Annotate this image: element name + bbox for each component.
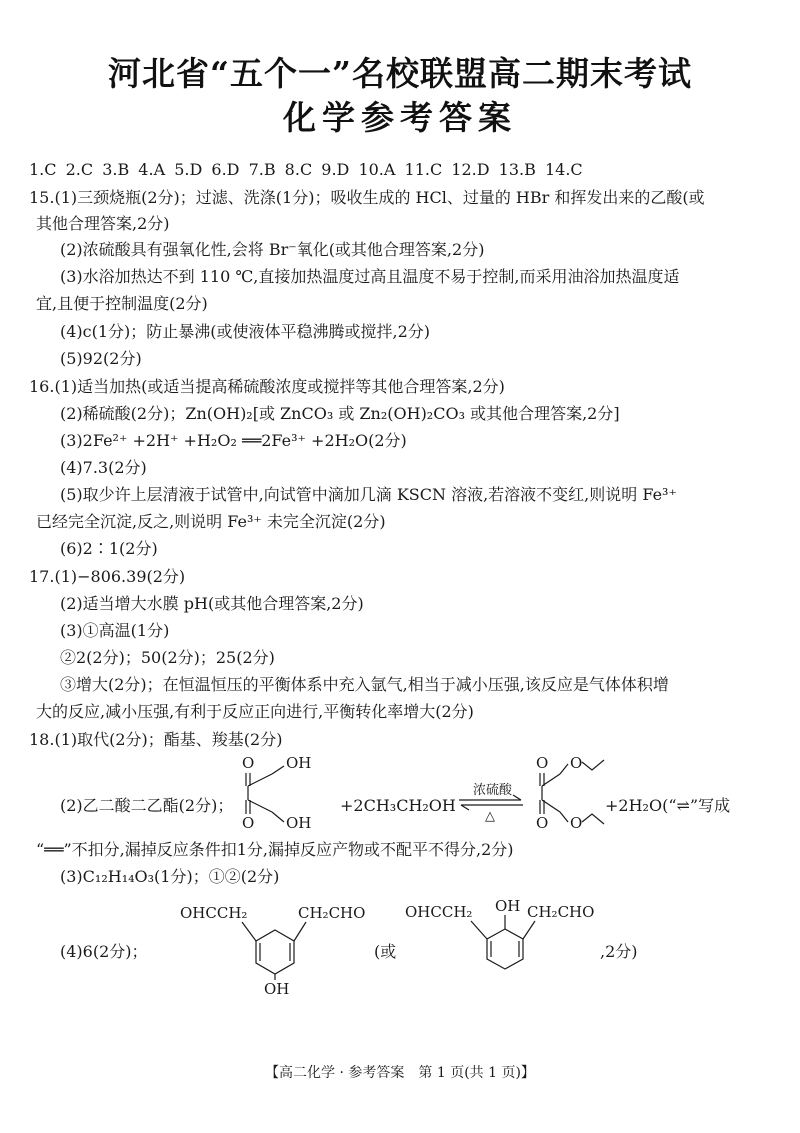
isomer-structure-1 [180,900,370,1004]
reaction-conditions [455,780,527,828]
q17-line-5: ③增大(2分)；在恒温恒压的平衡体系中充入氩气,相当于减小压强,该反应是气体体积增 [60,675,669,694]
title-line-2: 化学参考答案 [283,98,517,137]
title-line-1: 河北省“五个一”名校联盟高二期末考试 [108,54,692,93]
or-text: (或 [374,942,397,961]
q15-line-4: (3)水浴加热达不到 110 ℃,直接加热温度过高且温度不易于控制,而采用油浴加热温度适 [60,267,680,286]
q15-line-5: 宜,且便于控制温度(2分) [36,294,208,313]
atom-o-3: O [536,754,549,772]
atom-o-4: O [570,754,583,772]
q16-line-7: (6)2∶1(2分) [60,539,158,558]
q18-product-tail: +2H₂O(“⇌”写成 [605,796,731,815]
atom-oh-1: OH [286,754,312,772]
q18-reagent: +2CH₃CH₂OH [340,796,456,815]
q16-line-4: (4)7.3(2分) [60,458,147,477]
q18-line-4: (3)C₁₂H₁₄O₃(1分)；①②(2分) [60,867,280,886]
q16-line-1: 16.(1)适当加热(或适当提高稀硫酸浓度或搅拌等其他合理答案,2分) [29,377,505,396]
atom-o-1: O [242,754,255,772]
choice-answers: 1.C 2.C 3.B 4.A 5.D 6.D 7.B 8.C 9.D 10.A 11.C 12.D 13.B 14.C [29,160,583,179]
group-ch2cho-1: CH₂CHO [298,904,366,922]
q15-line-2: 其他合理答案,2分) [36,214,170,233]
heat-symbol: △ [485,809,495,824]
q15-line-1: 15.(1)三颈烧瓶(2分)；过滤、洗涤(1分)；吸收生成的 HCl、过量的 HBr 和挥发出来的乙酸(或 [29,188,705,207]
q16-line-3: (3)2Fe²⁺ +2H⁺ +H₂O₂ ══2Fe³⁺ +2H₂O(2分) [60,431,407,450]
q18-eq-prefix: (2)乙二酸二乙酯(2分)； [60,796,234,815]
q18-l5-prefix: (4)6(2分)； [60,942,148,961]
q18-line-3: “══”不扣分,漏掉反应条件扣1分,漏掉反应产物或不配平不得分,2分) [36,840,514,859]
q17-line-1: 17.(1)−806.39(2分) [29,567,186,586]
diethyl-oxalate-structure [532,752,612,838]
q18-l5-suffix: ,2分) [600,942,638,961]
isomer-structure-2 [405,895,605,981]
q16-line-6: 已经完全沉淀,反之,则说明 Fe³⁺ 未完全沉淀(2分) [36,512,386,531]
group-ohcch2-2: OHCCH₂ [405,903,473,921]
group-oh-2: OH [495,897,521,915]
page-footer: 【高二化学 · 参考答案 第 1 页(共 1 页)】 [265,1065,535,1081]
q17-line-3: (3)①高温(1分) [60,621,170,640]
q16-line-5: (5)取少许上层清液于试管中,向试管中滴加几滴 KSCN 溶液,若溶液不变红,则说明 Fe³⁺ [60,485,677,504]
q17-line-4: ②2(2分)；50(2分)；25(2分) [60,648,275,667]
q17-line-6: 大的反应,减小压强,有利于反应正向进行,平衡转化率增大(2分) [36,702,474,721]
q17-line-2: (2)适当增大水膜 pH(或其他合理答案,2分) [60,594,364,613]
oxalic-acid-structure [238,752,338,838]
q16-line-2: (2)稀硫酸(2分)；Zn(OH)₂[或 ZnCO₃ 或 Zn₂(OH)₂CO₃ 或其他合理答案,2分] [60,404,620,423]
q18-line-1: 18.(1)取代(2分)；酯基、羧基(2分) [29,730,283,749]
atom-oh-2: OH [286,814,312,832]
group-oh-1: OH [264,980,290,998]
atom-o-6: O [570,814,583,832]
q15-line-3: (2)浓硫酸具有强氧化性,会将 Br⁻氧化(或其他合理答案,2分) [60,240,485,259]
atom-o-5: O [536,814,549,832]
group-ch2cho-2: CH₂CHO [527,903,595,921]
group-ohcch2-1: OHCCH₂ [180,904,248,922]
catalyst-label: 浓硫酸 [473,783,513,798]
q15-line-7: (5)92(2分) [60,349,142,368]
q15-line-6: (4)c(1分)；防止暴沸(或使液体平稳沸腾或搅拌,2分) [60,322,431,341]
atom-o-2: O [242,814,255,832]
